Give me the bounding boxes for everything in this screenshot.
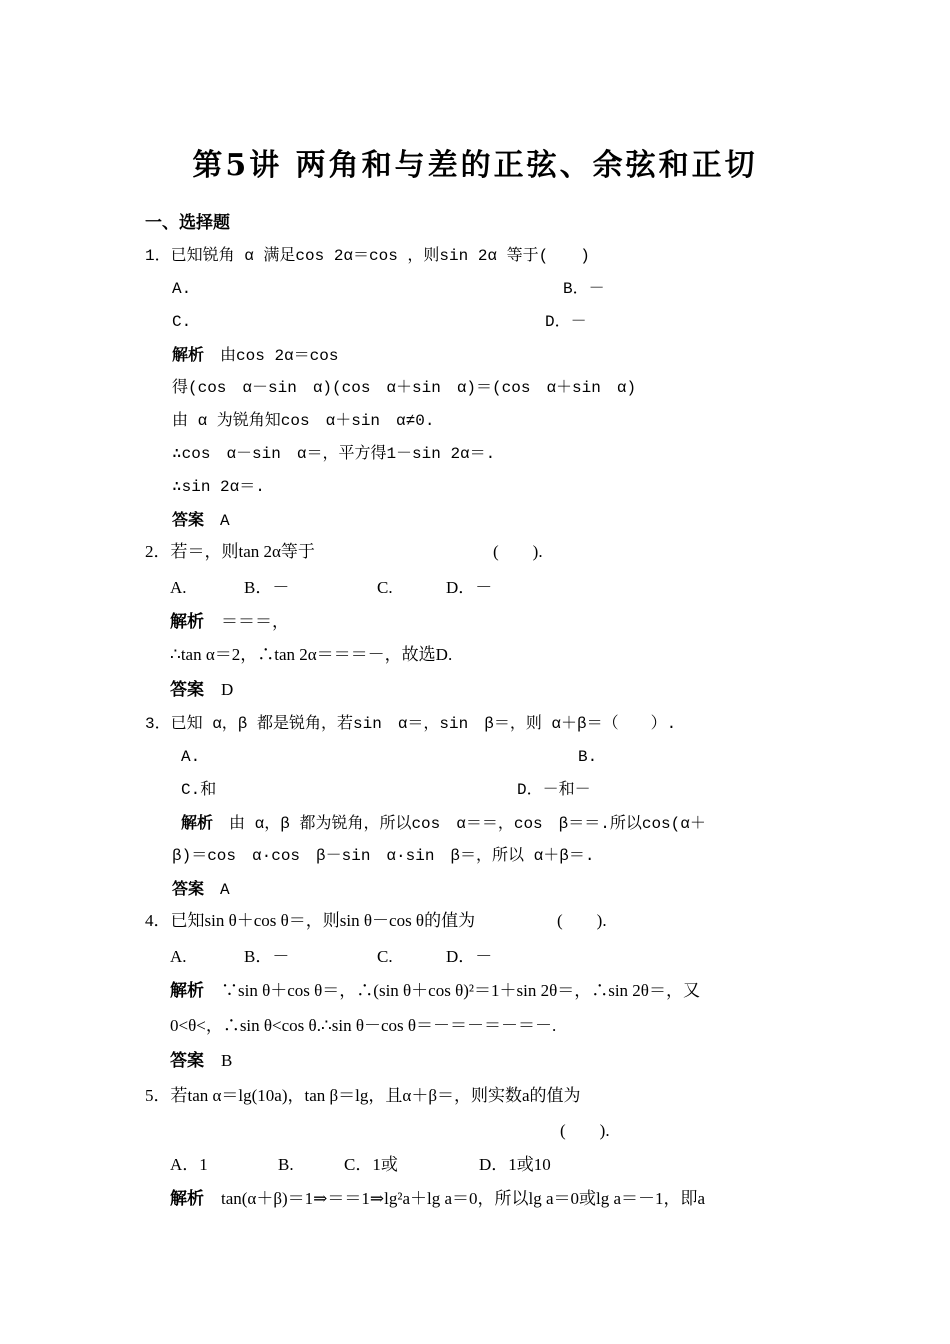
q3-solution-label: 解析 <box>181 813 214 832</box>
q5-solution-label: 解析 <box>170 1189 204 1209</box>
q2-option-b: B．－ <box>244 578 290 597</box>
q2-option-d: D．－ <box>446 578 493 597</box>
q2-option-c: C. <box>377 578 393 597</box>
q1-option-d: D．－ <box>545 313 587 331</box>
q1-answer-label: 答案 <box>172 510 205 529</box>
q3-answer <box>172 878 230 901</box>
q2-answer <box>170 679 233 701</box>
q4-solution-line-2: 0<θ<，∴sin θ<cos θ.∴sin θ－cos θ＝－＝－＝－＝－. <box>170 1016 557 1035</box>
q1-solution-line-1 <box>172 344 338 367</box>
q4-option-a: A. <box>170 947 187 966</box>
q5-option-a: A．1 <box>170 1155 208 1174</box>
q2-solution-text-1: ＝＝＝， <box>221 612 289 631</box>
q2-answer-paren: ( ). <box>493 542 543 561</box>
q3-option-b: B. <box>578 748 598 766</box>
q3-option-a: A. <box>181 748 201 766</box>
q1-solution-label: 解析 <box>172 345 205 364</box>
q4-option-b: B．－ <box>244 947 290 966</box>
q1-option-a: A. <box>172 280 192 298</box>
q4-solution-line-1 <box>170 980 700 1002</box>
q1-solution-line-5: ∴sin 2α＝. <box>172 478 265 496</box>
section-heading: 一、选择题 <box>145 213 230 233</box>
q5-option-d: D．1或10 <box>479 1155 551 1174</box>
q1-stem: 1．已知锐角 α 满足cos 2α＝cos ，则sin 2α 等于( ) <box>145 247 590 265</box>
q2-solution-line-1 <box>170 611 289 633</box>
q1-solution-text-1: 由cos 2α＝cos <box>220 347 339 365</box>
q2-answer-value: D <box>221 680 234 699</box>
q4-solution-label: 解析 <box>170 981 204 1001</box>
q5-option-b: B. <box>278 1155 294 1174</box>
q5-stem: 5．若tan α＝lg(10a)，tan β＝lg，且α＋β＝，则实数a的值为 <box>145 1086 581 1105</box>
q5-answer-paren: ( ). <box>560 1121 610 1140</box>
q4-stem: 4．已知sin θ＋cos θ＝，则sin θ－cos θ的值为 <box>145 911 476 930</box>
q2-answer-label: 答案 <box>170 680 204 700</box>
q2-stem: 2．若＝，则tan 2α等于 <box>145 542 315 561</box>
q1-option-c: C. <box>172 313 192 331</box>
q2-solution-line-2: ∴tan α＝2，∴tan 2α＝＝＝－，故选D. <box>170 645 453 664</box>
q4-answer-value: B <box>221 1051 233 1070</box>
q4-answer-paren: ( ). <box>557 911 607 930</box>
q1-solution-line-3: 由 α 为锐角知cos α＋sin α≠0. <box>172 412 435 430</box>
q4-option-d: D．－ <box>446 947 493 966</box>
q2-option-a: A. <box>170 578 187 597</box>
q3-option-c: C.和 <box>181 781 217 799</box>
q4-solution-text-1: ∵sin θ＋cos θ＝，∴(sin θ＋cos θ)²＝1＋sin 2θ＝，∴sin 2θ＝，又 <box>221 981 700 1000</box>
q1-option-b: B．－ <box>563 280 605 298</box>
q4-answer-label: 答案 <box>170 1051 204 1071</box>
q1-answer-value: A <box>220 512 230 530</box>
q5-solution-line-1 <box>170 1188 705 1210</box>
q4-answer <box>170 1050 232 1072</box>
q1-solution-line-4: ∴cos α－sin α＝，平方得1－sin 2α＝. <box>172 445 496 463</box>
q3-answer-value: A <box>220 881 230 899</box>
q4-option-c: C. <box>377 947 393 966</box>
page-title: 第5讲 两角和与差的正弦、余弦和正切 <box>192 148 758 183</box>
q3-solution-line-1 <box>181 812 706 835</box>
q3-solution-text-1: 由 α，β 都为锐角，所以cos α＝＝，cos β＝＝.所以cos(α＋ <box>229 815 706 833</box>
q5-solution-text-1: tan(α＋β)＝1⇒＝＝1⇒lg²a＋lg a＝0，所以lg a＝0或lg a＝－1，即a <box>221 1189 706 1208</box>
q1-answer <box>172 509 230 532</box>
q5-option-c: C．1或 <box>344 1155 398 1174</box>
q3-option-d: D．－和－ <box>517 781 591 799</box>
q1-solution-line-2: 得(cos α－sin α)(cos α＋sin α)＝(cos α＋sin α) <box>172 379 637 397</box>
q2-solution-label: 解析 <box>170 612 204 632</box>
q3-stem: 3．已知 α，β 都是锐角，若sin α＝，sin β＝，则 α＋β＝（ ）. <box>145 715 677 733</box>
q3-answer-label: 答案 <box>172 879 205 898</box>
q3-solution-line-2: β)＝cos α·cos β－sin α·sin β＝，所以 α＋β＝. <box>172 847 595 865</box>
